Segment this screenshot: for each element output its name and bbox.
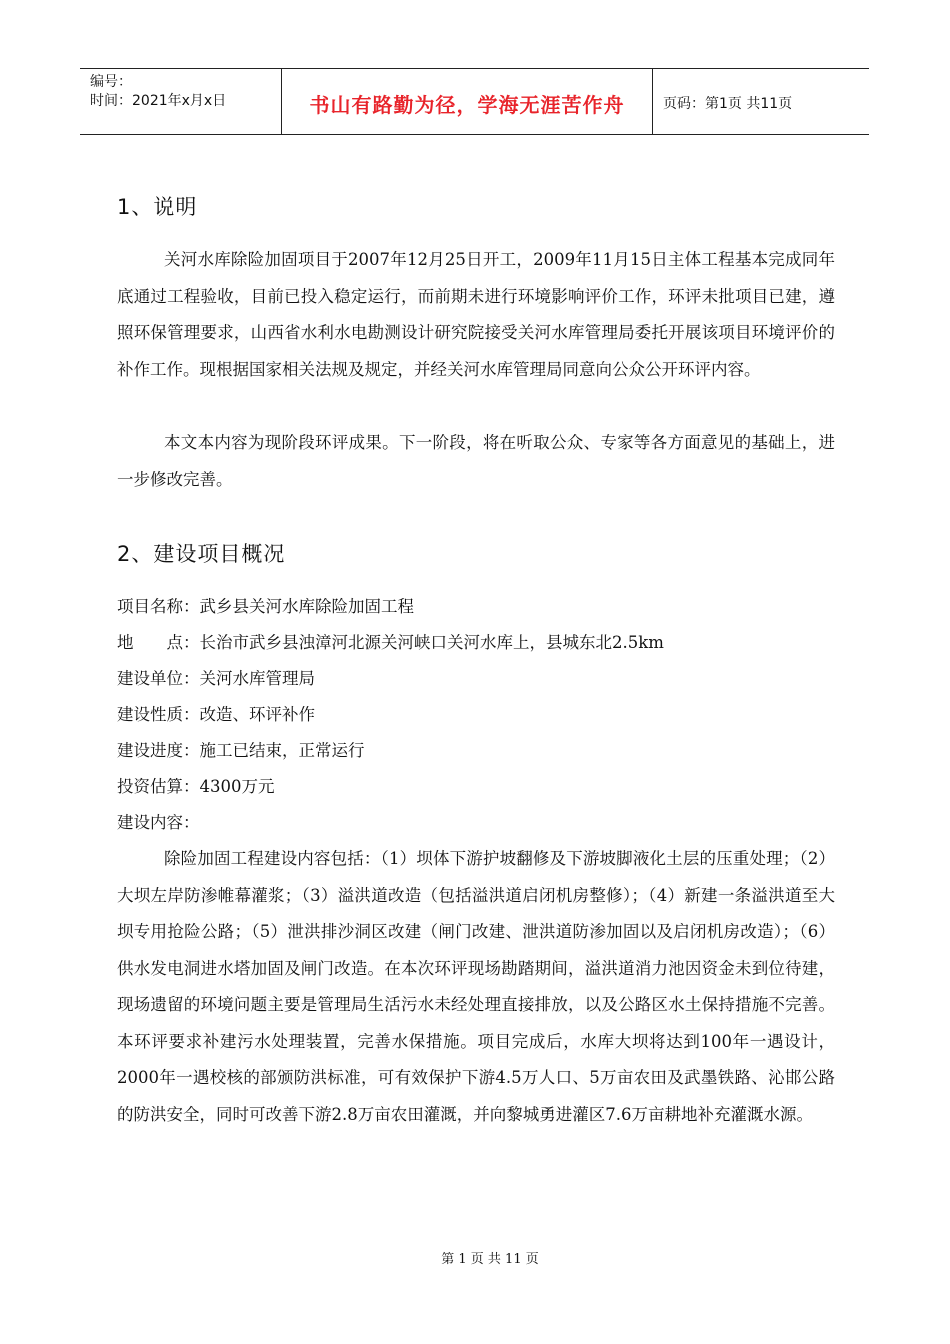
section1-paragraph-1: 关河水库除险加固项目于2007年12月25日开工，2009年11月15日主体工程基本完成同年底通过工程验收，目前已投入稳定运行，而前期未进行环境影响评价工作，环评未批项目已建，遵照环保管理要求，山西省水利水电勘测设计研究院接受关河水库管理局委托开展该项目环境评价的补作工作。现根据国家相关法规及规定，并经关河水库管理局同意向公众公开环评内容。 <box>117 250 835 379</box>
project-investment-line: 投资估算：4300万元 <box>117 777 275 796</box>
header-page-code: 页码：第1页 共11页 <box>663 95 793 112</box>
section2-heading: 2、建设项目概况 <box>117 542 286 566</box>
page-footer: 第 1 页 共 11 页 <box>441 1252 539 1267</box>
project-progress-line: 建设进度：施工已结束，正常运行 <box>117 741 365 760</box>
project-location-line: 地 点：长治市武乡县浊漳河北源关河峡口关河水库上，县城东北2.5km <box>117 633 664 652</box>
project-content-label: 建设内容： <box>117 813 200 832</box>
project-unit-line: 建设单位：关河水库管理局 <box>117 669 315 688</box>
project-name-line: 项目名称：武乡县关河水库除险加固工程 <box>117 597 414 616</box>
project-content-paragraph: 除险加固工程建设内容包括：（1）坝体下游护坡翻修及下游坡脚液化土层的压重处理；（2）大坝左岸防渗帷幕灌浆；（3）溢洪道改造（包括溢洪道启闭机房整修）；（4）新建一条溢洪道至大坝专用抢险公路；（5）泄洪排沙洞区改建（闸门改建、泄洪道防渗加固以及启闭机房改造）；（6）供水发电洞进水塔加固及闸门改造。在本次环评现场勘踏期间，溢洪道消力池因资金未到位待建，现场遗留的环境问题主要是管理局生活污水未经处理直接排放，以及公路区水土保持措施不完善。本环评要求补建污水处理装置，完善水保措施。项目完成后，水库大坝将达到100年一遇设计，2000年一遇校核的部颁防洪标准，可有效保护下游4.5万人口、5万亩农田及武墨铁路、沁邯公路的防洪安全，同时可改善下游2.8万亩农田灌溉，并向黎城勇进灌区7.6万亩耕地补充灌溉水源。 <box>117 849 835 1124</box>
header-motto: 书山有路勤为径，学海无涯苦作舟 <box>282 69 653 134</box>
header-number-label: 编号： <box>90 74 132 90</box>
section1-paragraph-2: 本文本内容为现阶段环评成果。下一阶段，将在听取公众、专家等各方面意见的基础上，进一步修改完善。 <box>117 433 835 489</box>
document-header <box>80 68 869 135</box>
section1-heading: 1、说明 <box>117 195 198 219</box>
header-time-label: 时间：2021年x月x日 <box>90 93 227 109</box>
header-meta <box>80 69 282 134</box>
project-nature-line: 建设性质：改造、环评补作 <box>117 705 315 724</box>
